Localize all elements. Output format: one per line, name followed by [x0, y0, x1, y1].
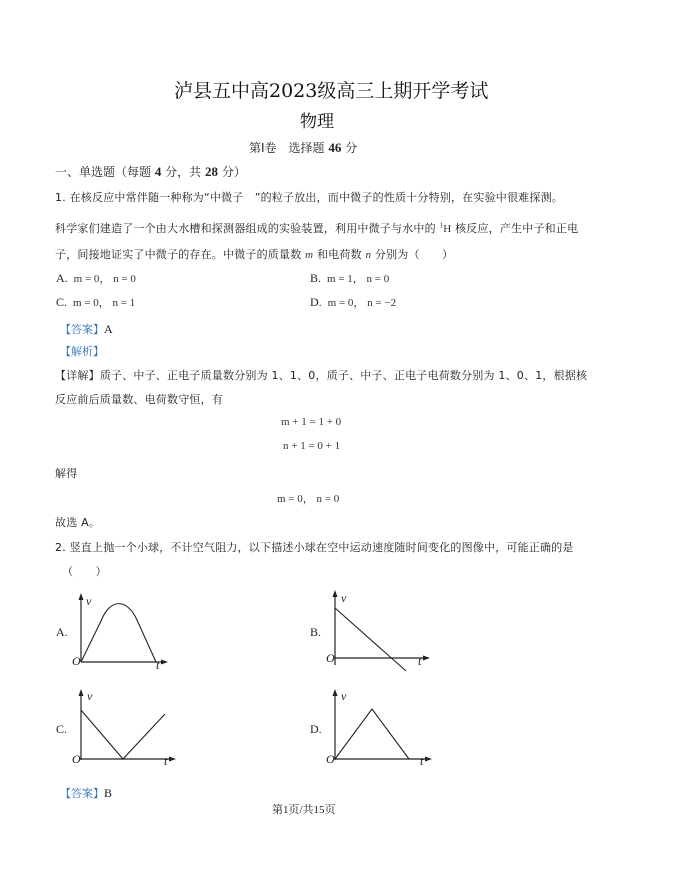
option-label: D. [310, 722, 322, 736]
equation-charge: n + 1 = 0 + 1 [283, 440, 341, 452]
curve-triangle [335, 709, 409, 759]
t-axis-arrow-icon [423, 656, 430, 661]
y-axis-label: v [87, 689, 93, 703]
section-end: 分） [221, 165, 246, 179]
origin-label: O [72, 752, 81, 766]
option-label: A. [56, 625, 68, 639]
q1-conclusion: 故选 A。 [55, 516, 101, 529]
q1-option-d[interactable] [310, 294, 396, 310]
origin-label: O [326, 651, 335, 665]
option-label: A. [56, 271, 68, 285]
v-axis-arrow-icon [79, 593, 84, 600]
curve-arch [81, 604, 156, 662]
section-heading [55, 163, 246, 180]
detail-line1 [55, 367, 587, 383]
q2-stem-line2: （ ） [62, 565, 107, 578]
t-axis-arrow-icon [161, 660, 168, 665]
option-label: B. [310, 271, 322, 285]
curve-v-shape [81, 710, 165, 759]
equation-mass: m + 1 = 1 + 0 [281, 416, 342, 428]
q1-option-a[interactable] [56, 270, 136, 286]
q1-stem-line2 [55, 220, 578, 236]
nuclide-superscript: 1 [439, 221, 444, 230]
q2-answer [60, 782, 112, 801]
part-unit: 分 [345, 141, 358, 155]
detail-line2: 反应前后质量数、电荷数守恒，有 [55, 393, 223, 406]
q1-option-c[interactable] [56, 294, 135, 310]
q2-graph-c[interactable] [72, 688, 182, 768]
q1-line2-text-b: 核反应，产生中子和正电 [455, 222, 579, 235]
q1-line3-text-c: 分别为（ ） [374, 248, 454, 261]
q2-stem-line1: 2. 竖直上抛一个小球，不计空气阻力，以下描述小球在空中运动速度随时间变化的图像中，可能正确的是 [55, 541, 574, 554]
x-axis-label: t [156, 658, 160, 672]
answer-tag: 【答案】 [60, 323, 104, 336]
q1-answer [60, 318, 113, 337]
option-text: m = 1， n = 0 [327, 273, 390, 285]
x-axis-label: t [164, 754, 168, 768]
q2-option-c-label[interactable] [56, 722, 73, 737]
x-axis-label: t [418, 654, 422, 668]
nuclide-h1 [440, 223, 452, 235]
q2-graph-a[interactable] [72, 592, 172, 672]
answer-tag: 【答案】 [60, 787, 104, 800]
exam-title: 泸县五中高2023级高三上期开学考试 [174, 80, 489, 102]
v-axis-arrow-icon [333, 689, 338, 696]
part-heading [249, 139, 357, 156]
q1-line3-text: 子，间接地证实了中微子的存在。中微子的质量数 [55, 248, 302, 261]
t-axis-arrow-icon [169, 757, 176, 762]
q1-stem-line1: 1. 在核反应中常伴随一种称为“中微子 ”的粒子放出，而中微子的性质十分特别，在实验中很难探测。 [55, 191, 563, 204]
answer-value: A [104, 322, 113, 336]
q2-graph-d[interactable] [326, 688, 438, 768]
section-label: 一、单选题（每题 [55, 165, 152, 179]
part-score: 46 [328, 140, 342, 155]
q2-graph-b[interactable] [326, 589, 436, 675]
var-n: n [365, 249, 372, 261]
v-axis-arrow-icon [79, 689, 84, 696]
x-axis-label: t [420, 754, 424, 768]
section-total-score: 28 [205, 164, 219, 179]
equation-result: m = 0， n = 0 [277, 493, 340, 505]
q1-line3-text-b: 和电荷数 [316, 248, 362, 261]
t-axis-arrow-icon [425, 757, 432, 762]
option-text: m = 0， n = 0 [73, 273, 136, 285]
subject-title: 物理 [300, 112, 334, 132]
option-label: C. [56, 295, 68, 309]
y-axis-label: v [341, 689, 347, 703]
detail-tag: 【详解】 [55, 369, 100, 382]
part-label: 第Ⅰ卷 选择题 [249, 141, 325, 155]
q1-stem-line3 [55, 246, 453, 262]
answer-value: B [104, 786, 113, 800]
option-text: m = 0， n = 1 [73, 297, 136, 309]
origin-label: O [326, 752, 335, 766]
origin-label: O [72, 654, 81, 668]
option-text: m = 0， n = −2 [327, 297, 397, 309]
page-footer: 第1页/共15页 [272, 804, 336, 816]
analysis-tag: 【解析】 [60, 345, 104, 358]
q1-line2-text: 科学家们建造了一个由大水槽和探测器组成的实验装置，利用中微子与水中的 [55, 222, 436, 235]
option-label: C. [56, 722, 68, 736]
line-decreasing [335, 608, 406, 671]
q1-option-b[interactable] [310, 270, 389, 286]
y-axis-label: v [86, 594, 92, 608]
solve-label: 解得 [55, 467, 78, 480]
option-label: D. [310, 295, 322, 309]
section-per-score: 4 [154, 164, 162, 179]
option-label: B. [310, 625, 322, 639]
var-m: m [305, 249, 314, 261]
y-axis-label: v [341, 591, 347, 605]
v-axis-arrow-icon [333, 590, 338, 597]
nuclide-symbol: H [443, 223, 452, 235]
detail-text: 质子、中子、正电子质量数分别为 1、1、0，质子、中子、正电子电荷数分别为 1、0、1，根据核 [99, 369, 588, 382]
q2-option-b-label[interactable] [310, 625, 327, 640]
section-mid: 分，共 [165, 165, 202, 179]
